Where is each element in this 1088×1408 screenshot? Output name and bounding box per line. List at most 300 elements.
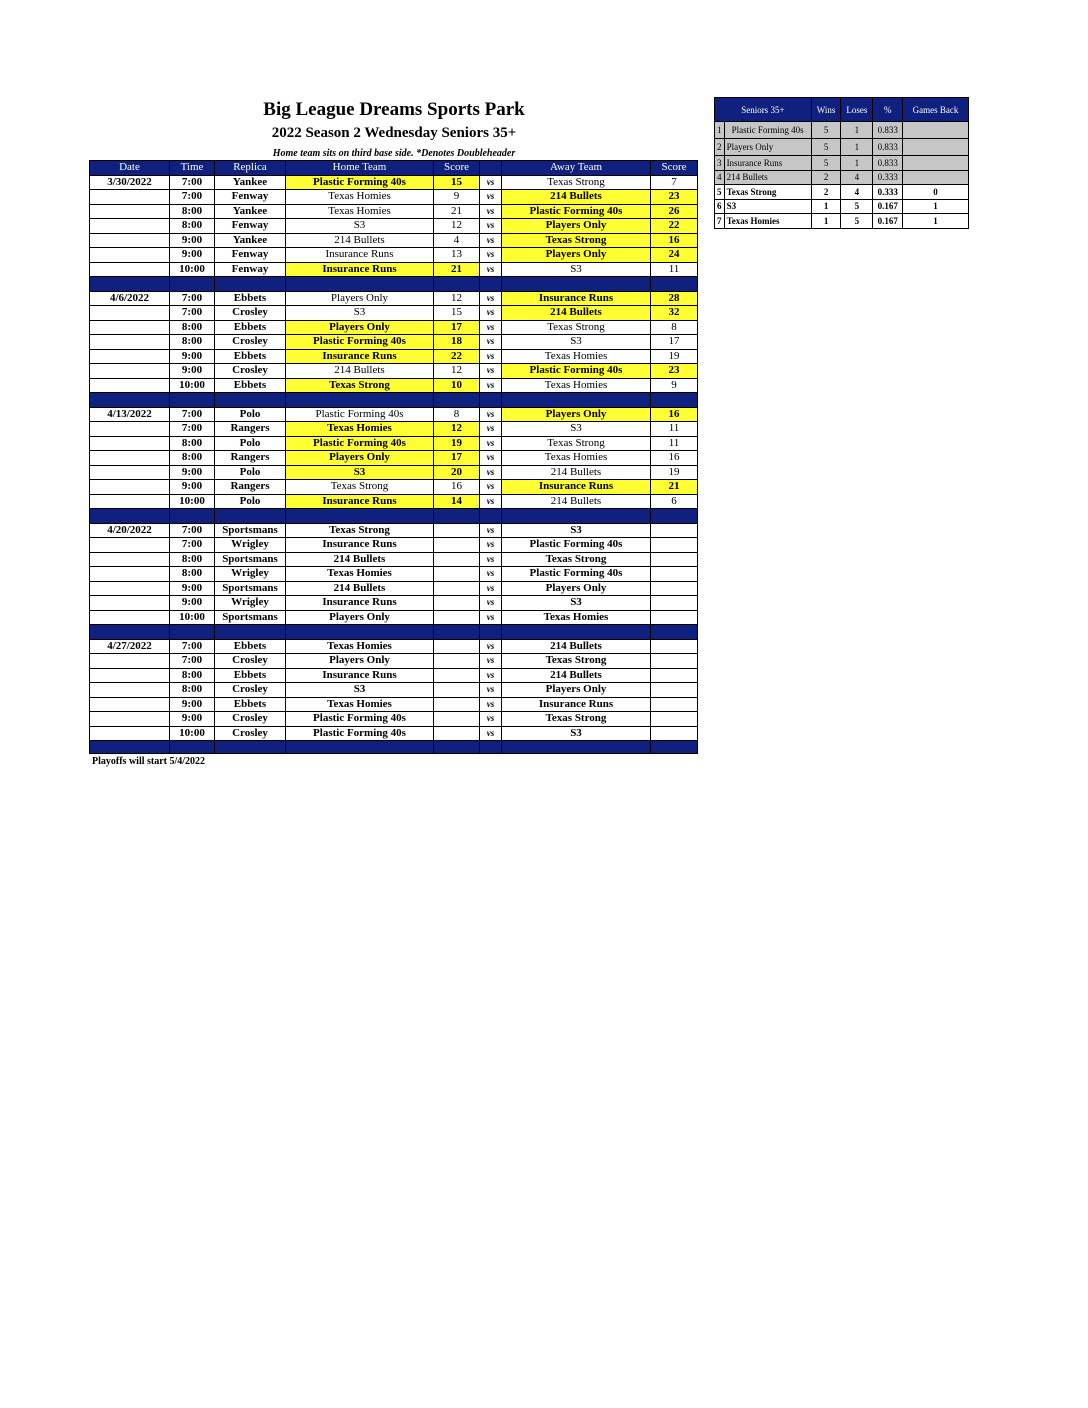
standings-loses: 1 [841,139,873,156]
game-date [90,668,170,683]
standings-rank: 4 [715,170,725,185]
game-date [90,204,170,219]
home-score [434,726,480,741]
vs-marker: vs [480,523,502,538]
standings-header-games-back: Games Back [903,98,969,122]
standings-rank: 3 [715,156,725,171]
home-team: Texas Strong [286,480,434,495]
away-score: 11 [651,436,698,451]
away-team: Plastic Forming 40s [502,538,651,553]
home-score: 18 [434,335,480,350]
standings-pct: 0.333 [873,170,903,185]
header-replica: Replica [215,161,286,176]
game-time: 7:00 [170,538,215,553]
away-score [651,683,698,698]
vs-marker: vs [480,233,502,248]
home-team: Insurance Runs [286,349,434,364]
standings-row [715,156,969,171]
table-row [90,451,698,466]
game-time: 10:00 [170,726,215,741]
standings-wins: 1 [811,214,841,229]
home-score [434,552,480,567]
game-time: 9:00 [170,248,215,263]
away-score [651,567,698,582]
game-time: 8:00 [170,335,215,350]
home-score: 13 [434,248,480,263]
home-score: 15 [434,175,480,190]
header-time: Time [170,161,215,176]
home-team: Insurance Runs [286,538,434,553]
vs-marker: vs [480,407,502,422]
standings-loses: 5 [841,214,873,229]
standings-wins: 5 [811,122,841,139]
standings-header-pct: % [873,98,903,122]
game-field: Yankee [215,233,286,248]
schedule-header-row [90,161,698,176]
vs-marker: vs [480,378,502,393]
game-date: 4/20/2022 [90,523,170,538]
away-score [651,668,698,683]
home-score: 12 [434,364,480,379]
vs-marker: vs [480,480,502,495]
game-date [90,465,170,480]
home-team: Insurance Runs [286,262,434,277]
standings-team: Texas Homies [724,214,811,229]
home-team: 214 Bullets [286,581,434,596]
game-date [90,567,170,582]
vs-marker: vs [480,639,502,654]
standings-rank: 6 [715,199,725,214]
away-score [651,654,698,669]
game-date [90,262,170,277]
away-score: 8 [651,320,698,335]
game-time: 9:00 [170,465,215,480]
table-row [90,567,698,582]
table-row [90,262,698,277]
home-score [434,697,480,712]
table-row [90,683,698,698]
game-date [90,654,170,669]
home-team: Texas Homies [286,422,434,437]
game-time: 7:00 [170,639,215,654]
standings-header-wins: Wins [811,98,841,122]
home-team: 214 Bullets [286,233,434,248]
game-field: Crosley [215,712,286,727]
away-team: Insurance Runs [502,697,651,712]
game-time: 10:00 [170,378,215,393]
game-time: 7:00 [170,523,215,538]
away-team: Players Only [502,248,651,263]
game-date [90,320,170,335]
game-time: 7:00 [170,407,215,422]
away-team: S3 [502,596,651,611]
game-date [90,451,170,466]
vs-marker: vs [480,190,502,205]
away-score: 7 [651,175,698,190]
game-date: 3/30/2022 [90,175,170,190]
table-row [90,378,698,393]
away-score: 11 [651,262,698,277]
standings-header-loses: Loses [841,98,873,122]
away-score [651,552,698,567]
vs-marker: vs [480,335,502,350]
game-field: Crosley [215,306,286,321]
game-field: Crosley [215,683,286,698]
vs-marker: vs [480,451,502,466]
game-time: 8:00 [170,552,215,567]
away-team: 214 Bullets [502,306,651,321]
table-row [90,610,698,625]
game-time: 9:00 [170,712,215,727]
game-time: 7:00 [170,654,215,669]
game-field: Rangers [215,480,286,495]
vs-marker: vs [480,668,502,683]
home-score: 22 [434,349,480,364]
home-team: Texas Homies [286,567,434,582]
header-away-score: Score [651,161,698,176]
table-row [90,494,698,509]
standings-team: Texas Strong [724,185,811,200]
game-field: Ebbets [215,291,286,306]
title-block [90,98,698,161]
standings-row [715,139,969,156]
away-team: Players Only [502,219,651,234]
game-time: 9:00 [170,581,215,596]
game-field: Polo [215,407,286,422]
page-title: Big League Dreams Sports Park [263,99,525,120]
table-row [90,726,698,741]
game-time: 7:00 [170,190,215,205]
home-team: S3 [286,219,434,234]
game-time: 9:00 [170,697,215,712]
table-row [90,654,698,669]
home-team: S3 [286,683,434,698]
game-field: Crosley [215,364,286,379]
home-score [434,668,480,683]
standings-games-back [903,122,969,139]
away-score: 19 [651,465,698,480]
table-row [90,219,698,234]
table-row [90,422,698,437]
home-team: Plastic Forming 40s [286,335,434,350]
game-field: Polo [215,494,286,509]
standings-wins: 5 [811,156,841,171]
away-team: S3 [502,726,651,741]
away-score [651,581,698,596]
standings-rank: 5 [715,185,725,200]
game-field: Ebbets [215,697,286,712]
page-subtitle: 2022 Season 2 Wednesday Seniors 35+ [271,125,517,141]
away-team: Insurance Runs [502,480,651,495]
away-team: Insurance Runs [502,291,651,306]
home-score [434,683,480,698]
table-row [90,712,698,727]
home-score [434,567,480,582]
game-date [90,552,170,567]
home-score [434,654,480,669]
game-time: 10:00 [170,610,215,625]
game-field: Ebbets [215,668,286,683]
game-field: Sportsmans [215,610,286,625]
away-score: 23 [651,364,698,379]
standings-loses: 1 [841,156,873,171]
table-row [90,465,698,480]
home-score: 9 [434,190,480,205]
game-date [90,248,170,263]
table-row [90,552,698,567]
away-team: Texas Strong [502,654,651,669]
table-row [90,596,698,611]
away-score [651,596,698,611]
away-score: 16 [651,451,698,466]
table-row [90,581,698,596]
away-team: Texas Strong [502,320,651,335]
home-team: Texas Strong [286,523,434,538]
game-date [90,581,170,596]
away-team: Texas Strong [502,436,651,451]
home-team: Players Only [286,320,434,335]
game-time: 8:00 [170,451,215,466]
away-score: 24 [651,248,698,263]
vs-marker: vs [480,175,502,190]
away-score [651,538,698,553]
away-score: 16 [651,407,698,422]
game-field: Fenway [215,190,286,205]
away-score: 22 [651,219,698,234]
home-team: Plastic Forming 40s [286,407,434,422]
away-score: 6 [651,494,698,509]
game-field: Ebbets [215,320,286,335]
away-team: 214 Bullets [502,465,651,480]
home-score: 4 [434,233,480,248]
header-away-team: Away Team [502,161,651,176]
game-field: Wrigley [215,567,286,582]
away-score: 19 [651,349,698,364]
schedule-body [90,175,698,754]
home-team: Insurance Runs [286,494,434,509]
vs-marker: vs [480,364,502,379]
away-team: Texas Homies [502,610,651,625]
standings-wins: 2 [811,185,841,200]
vs-marker: vs [480,204,502,219]
standings-wins: 1 [811,199,841,214]
game-date [90,422,170,437]
away-score: 9 [651,378,698,393]
game-time: 8:00 [170,683,215,698]
home-team: Plastic Forming 40s [286,712,434,727]
standings-team: 214 Bullets [724,170,811,185]
away-team: Texas Strong [502,552,651,567]
standings-pct: 0.333 [873,185,903,200]
away-team: 214 Bullets [502,668,651,683]
home-team: Players Only [286,291,434,306]
game-time: 7:00 [170,291,215,306]
game-field: Sportsmans [215,581,286,596]
home-team-note: Home team sits on third base side. *Denotes Doubleheader [272,148,516,159]
away-score [651,523,698,538]
home-score [434,596,480,611]
table-row [90,538,698,553]
standings-row [715,199,969,214]
standings-row [715,214,969,229]
game-field: Wrigley [215,596,286,611]
week-separator [90,393,698,408]
home-score: 15 [434,306,480,321]
home-score [434,610,480,625]
standings-pct: 0.833 [873,156,903,171]
table-row [90,436,698,451]
table-row [90,190,698,205]
home-score: 12 [434,291,480,306]
table-row [90,697,698,712]
away-score [651,712,698,727]
table-row [90,175,698,190]
away-team: Plastic Forming 40s [502,204,651,219]
away-team: Texas Homies [502,349,651,364]
standings-loses: 1 [841,122,873,139]
week-separator [90,509,698,524]
away-score: 28 [651,291,698,306]
game-date [90,364,170,379]
standings-wins: 5 [811,139,841,156]
standings-loses: 4 [841,170,873,185]
standings-games-back [903,139,969,156]
standings-games-back: 1 [903,214,969,229]
game-time: 8:00 [170,219,215,234]
game-field: Fenway [215,248,286,263]
standings-loses: 5 [841,199,873,214]
standings-pct: 0.167 [873,214,903,229]
away-score: 26 [651,204,698,219]
vs-marker: vs [480,567,502,582]
game-date: 4/27/2022 [90,639,170,654]
game-field: Wrigley [215,538,286,553]
standings-team: Insurance Runs [724,156,811,171]
away-team: S3 [502,335,651,350]
away-score: 11 [651,422,698,437]
home-score [434,639,480,654]
game-field: Ebbets [215,378,286,393]
game-date [90,306,170,321]
away-team: 214 Bullets [502,190,651,205]
home-score: 8 [434,407,480,422]
game-time: 7:00 [170,306,215,321]
standings-team: S3 [724,199,811,214]
away-score [651,639,698,654]
header-home-team: Home Team [286,161,434,176]
home-score: 19 [434,436,480,451]
vs-marker: vs [480,248,502,263]
away-score [651,726,698,741]
game-field: Fenway [215,262,286,277]
vs-marker: vs [480,538,502,553]
home-score: 12 [434,219,480,234]
home-score: 21 [434,204,480,219]
standings-header-division: Seniors 35+ [715,98,812,122]
header-vs [480,161,502,176]
game-field: Crosley [215,726,286,741]
home-score: 17 [434,451,480,466]
away-team: Texas Homies [502,451,651,466]
home-score: 14 [434,494,480,509]
game-date [90,190,170,205]
away-score [651,697,698,712]
home-team: Players Only [286,451,434,466]
table-row [90,306,698,321]
game-time: 8:00 [170,668,215,683]
table-row [90,523,698,538]
vs-marker: vs [480,683,502,698]
schedule-table [89,160,698,754]
game-date [90,726,170,741]
away-team: S3 [502,523,651,538]
table-row [90,233,698,248]
standings-team: Players Only [724,139,811,156]
game-time: 7:00 [170,422,215,437]
home-team: Plastic Forming 40s [286,436,434,451]
game-field: Rangers [215,422,286,437]
vs-marker: vs [480,654,502,669]
table-row [90,320,698,335]
away-team: S3 [502,262,651,277]
header-home-score: Score [434,161,480,176]
home-team: Insurance Runs [286,248,434,263]
vs-marker: vs [480,465,502,480]
home-score: 16 [434,480,480,495]
home-team: 214 Bullets [286,552,434,567]
vs-marker: vs [480,291,502,306]
away-team: Plastic Forming 40s [502,364,651,379]
home-score [434,538,480,553]
standings-rank: 1 [715,122,725,139]
home-team: Players Only [286,610,434,625]
vs-marker: vs [480,596,502,611]
home-team: Texas Strong [286,378,434,393]
standings-loses: 4 [841,185,873,200]
standings-rank: 7 [715,214,725,229]
standings-team: Plastic Forming 40s [724,122,811,139]
vs-marker: vs [480,697,502,712]
away-team: 214 Bullets [502,639,651,654]
game-field: Crosley [215,335,286,350]
away-team: Texas Strong [502,175,651,190]
game-field: Rangers [215,451,286,466]
game-date [90,436,170,451]
game-time: 9:00 [170,480,215,495]
home-score: 17 [434,320,480,335]
home-team: Plastic Forming 40s [286,175,434,190]
game-time: 8:00 [170,204,215,219]
vs-marker: vs [480,610,502,625]
vs-marker: vs [480,422,502,437]
away-score: 17 [651,335,698,350]
game-field: Polo [215,436,286,451]
playoffs-note: Playoffs will start 5/4/2022 [92,756,206,767]
home-team: Insurance Runs [286,668,434,683]
standings-pct: 0.833 [873,122,903,139]
standings-body [715,122,969,229]
game-date: 4/13/2022 [90,407,170,422]
game-date [90,596,170,611]
game-field: Ebbets [215,639,286,654]
game-time: 9:00 [170,233,215,248]
home-team: Texas Homies [286,697,434,712]
standings-games-back [903,170,969,185]
standings-rank: 2 [715,139,725,156]
game-time: 8:00 [170,320,215,335]
vs-marker: vs [480,320,502,335]
away-team: Plastic Forming 40s [502,567,651,582]
